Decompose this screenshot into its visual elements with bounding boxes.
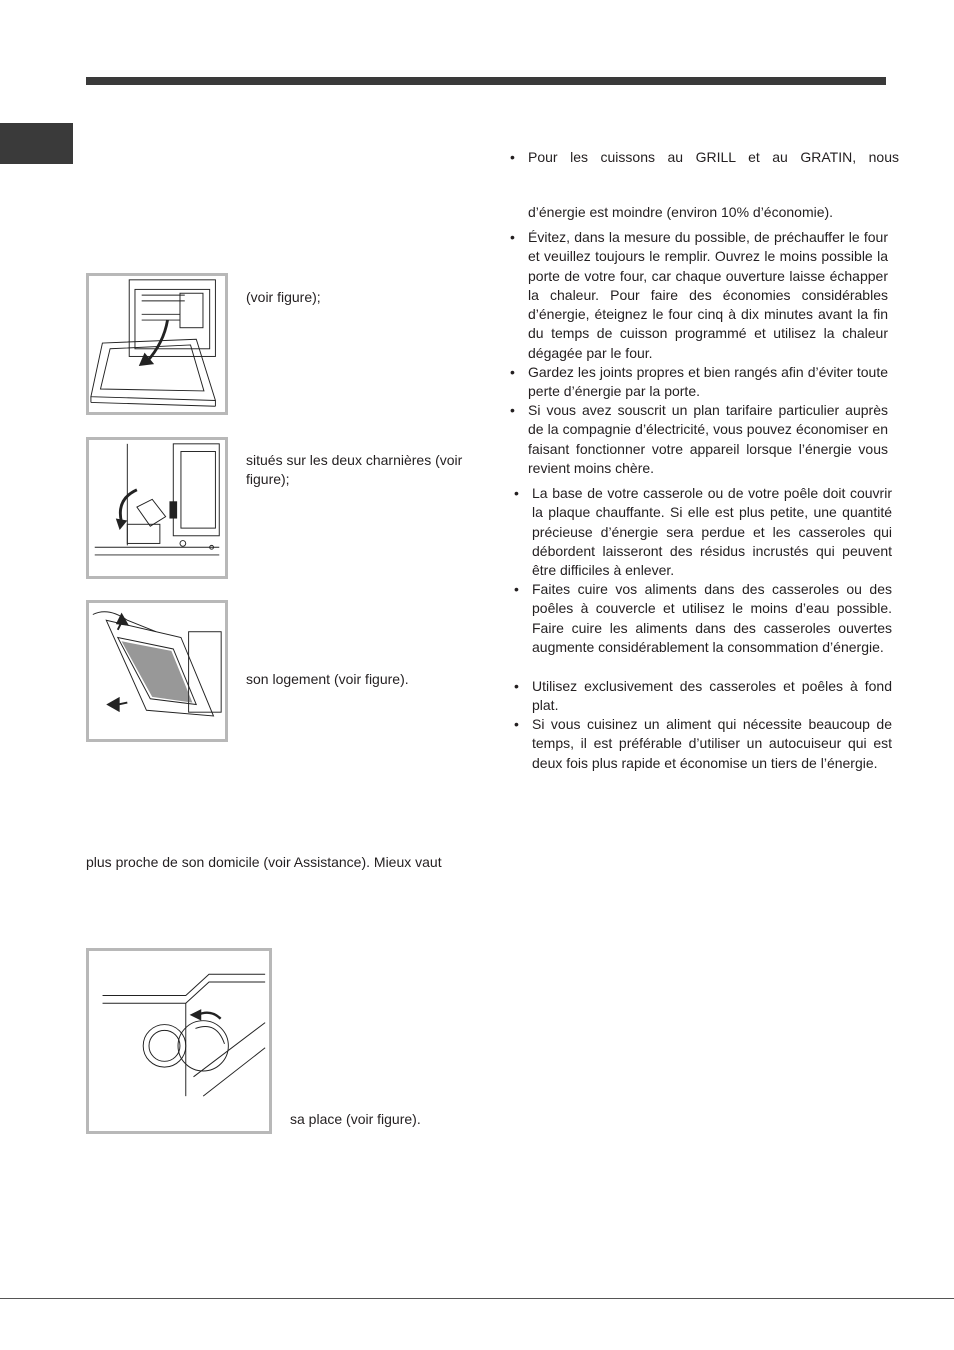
assistance-line: plus proche de son domicile (voir Assistance). Mieux vaut bbox=[86, 854, 442, 870]
bullet-dot: • bbox=[510, 364, 515, 380]
door-removal-illustration bbox=[89, 603, 225, 739]
figure-hinge-lever bbox=[86, 437, 228, 579]
bullet-dot: • bbox=[514, 581, 519, 597]
grill-tip-continuation: d’énergie est moindre (environ 10% d’économie). bbox=[528, 204, 834, 220]
oven-door-illustration bbox=[89, 276, 225, 412]
figure-1-caption: (voir figure); bbox=[246, 289, 321, 305]
tip-bullet-seals bbox=[510, 363, 888, 402]
tip-text: Évitez, dans la mesure du possible, de préchauffer le four et veuillez toujours le remplir. Ouvrez le moins possible la porte de votre four, car chaque ouverture laisse échapper la chaleur. Pour faire des économies considérables d’énergie, éteignez le four cinq à dix minutes avant la fin du temps de cuisson programmé et utilisez la chaleur dégagée par le four. bbox=[528, 229, 888, 361]
tip-text: Si vous avez souscrit un plan tarifaire particulier auprès de la compagnie d’électricité, vous pouvez économiser en faisant fonctionner votre appareil lorsque l’énergie vous revient moins chère. bbox=[528, 402, 888, 476]
tip-text: Faites cuire vos aliments dans des casseroles ou des poêles à couvercle et utilisez le moins d’eau possible. Faire cuire les aliments dans des casseroles ouvertes augmente considérablement la consommation d’énergie. bbox=[532, 581, 892, 655]
figure-lamp-cover bbox=[86, 948, 272, 1134]
bullet-dot: • bbox=[514, 485, 519, 501]
tip-bullet-tariff bbox=[510, 401, 888, 478]
figure-2-caption: situés sur les deux charnières (voir figure); bbox=[246, 452, 463, 487]
figure-door-removal bbox=[86, 600, 228, 742]
tip-bullet-pressure-cooker bbox=[514, 715, 892, 773]
tip-text: Utilisez exclusivement des casseroles et poêles à fond plat. bbox=[532, 678, 892, 714]
figure-3-caption: son logement (voir figure). bbox=[246, 671, 409, 687]
bullet-dot: • bbox=[514, 716, 519, 732]
bullet-dot: • bbox=[510, 229, 515, 245]
header-rule bbox=[86, 77, 886, 85]
grill-tip-text: Pour les cuissons au GRILL et au GRATIN, nous bbox=[528, 149, 899, 165]
language-tab bbox=[0, 123, 73, 164]
hinge-illustration bbox=[89, 440, 225, 576]
tip-bullet-lids bbox=[514, 580, 892, 657]
tip-text: Gardez les joints propres et bien rangés afin d’éviter toute perte d’énergie par la porte. bbox=[528, 364, 888, 400]
tip-bullet-flat-pans bbox=[514, 677, 892, 716]
tip-text: Si vous cuisinez un aliment qui nécessite beaucoup de temps, il est préférable d’utiliser un autocuiseur qui est deux fois plus rapide et économise un tiers de l’énergie. bbox=[532, 716, 892, 771]
grill-bullet-dot: • bbox=[510, 149, 515, 165]
bullet-dot: • bbox=[510, 402, 515, 418]
tip-bullet-pan-base bbox=[514, 484, 892, 580]
bullet-dot: • bbox=[514, 678, 519, 694]
tip-text: La base de votre casserole ou de votre poêle doit couvrir la plaque chauffante. Si elle est plus petite, une quantité précieuse d’énergie sera perdue et les casseroles qui débordent laisseront des résidus incrustés qui peuvent être difficiles à enlever. bbox=[532, 485, 892, 579]
lamp-illustration bbox=[89, 951, 269, 1131]
figure-4-caption: sa place (voir figure). bbox=[290, 1111, 421, 1127]
tip-bullet-preheat bbox=[510, 228, 888, 363]
footer-rule bbox=[0, 1298, 954, 1299]
figure-oven-door-open bbox=[86, 273, 228, 415]
